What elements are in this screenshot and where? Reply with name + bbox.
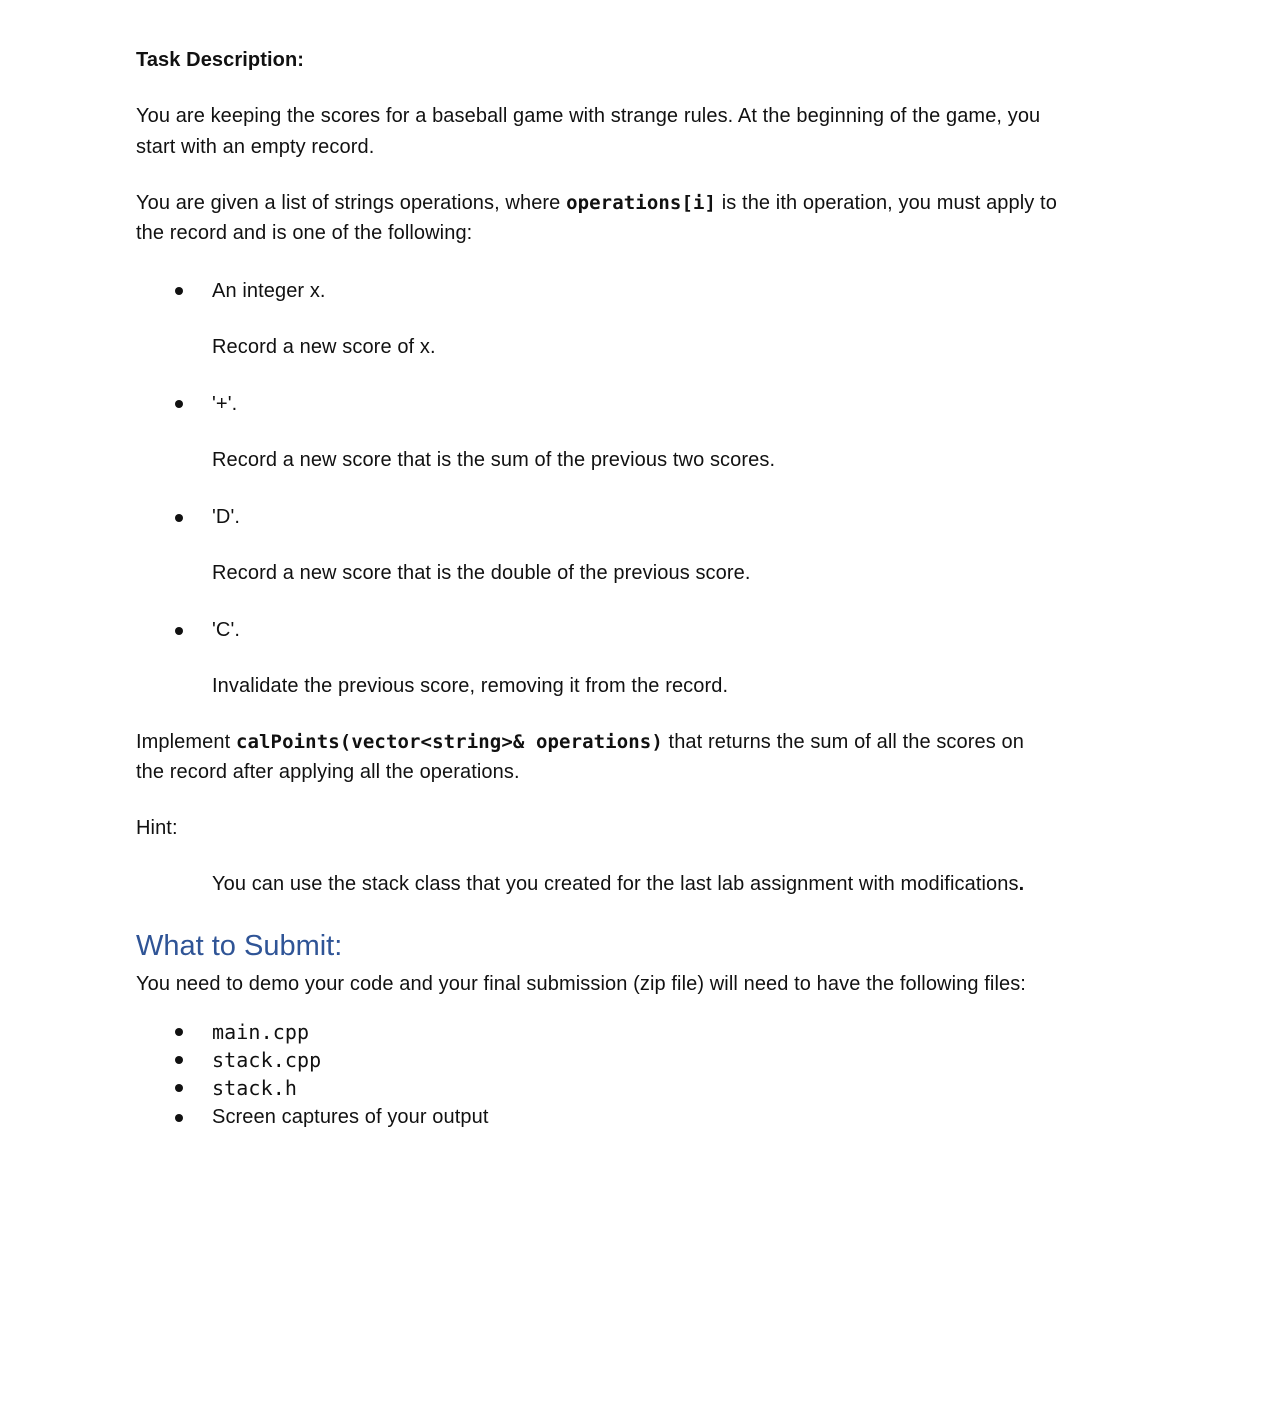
bullet-icon — [175, 400, 183, 408]
bullet-icon — [175, 1114, 183, 1122]
operations-code: operations[i] — [566, 192, 717, 214]
operation-desc-d: Record a new score that is the double of the previous score. — [212, 562, 751, 584]
hint-period: . — [1018, 873, 1025, 895]
implement-code: calPoints(vector<string>& operations) — [235, 731, 663, 753]
operation-label-integer: An integer x. — [212, 280, 326, 302]
bullet-icon — [175, 1084, 183, 1092]
operation-label-plus: '+'. — [212, 393, 238, 415]
operations-line-2: the record and is one of the following: — [136, 222, 473, 244]
bullet-icon — [175, 287, 183, 295]
submit-heading: What to Submit: — [136, 930, 343, 962]
operation-desc-plus: Record a new score that is the sum of the previous two scores. — [212, 449, 776, 471]
operation-label-d: 'D'. — [212, 506, 241, 528]
operations-line-1 — [136, 188, 1057, 219]
implement-line-2: the record after applying all the operations. — [136, 761, 520, 783]
implement-text-post: that returns the sum of all the scores on — [662, 731, 1024, 753]
implement-line-1 — [136, 727, 1024, 758]
implement-text-pre: Implement — [136, 731, 236, 753]
operation-desc-c: Invalidate the previous score, removing it from the record. — [212, 675, 729, 697]
intro-line-2: start with an empty record. — [136, 136, 375, 158]
submit-intro: You need to demo your code and your final submission (zip file) will need to have the following files: — [136, 973, 1026, 995]
hint-body: You can use the stack class that you created for the last lab assignment with modifications — [212, 873, 1019, 895]
bullet-icon — [175, 1028, 183, 1036]
intro-line-1: You are keeping the scores for a baseball game with strange rules. At the beginning of the game, you — [136, 105, 1041, 127]
task-heading: Task Description: — [136, 49, 305, 71]
bullet-icon — [175, 627, 183, 635]
bullet-icon — [175, 514, 183, 522]
bullet-icon — [175, 1056, 183, 1064]
operation-desc-integer: Record a new score of x. — [212, 336, 436, 358]
operations-text-pre: You are given a list of strings operations, where — [136, 192, 567, 214]
operation-label-c: 'C'. — [212, 619, 241, 641]
file-stack-cpp: stack.cpp — [212, 1048, 322, 1072]
hint-label: Hint: — [136, 817, 178, 839]
hint-text — [212, 869, 1024, 900]
file-main-cpp: main.cpp — [212, 1020, 310, 1044]
screen-captures-item: Screen captures of your output — [212, 1106, 489, 1128]
operations-text-post: is the ith operation, you must apply to — [716, 192, 1057, 214]
file-stack-h: stack.h — [212, 1076, 297, 1100]
